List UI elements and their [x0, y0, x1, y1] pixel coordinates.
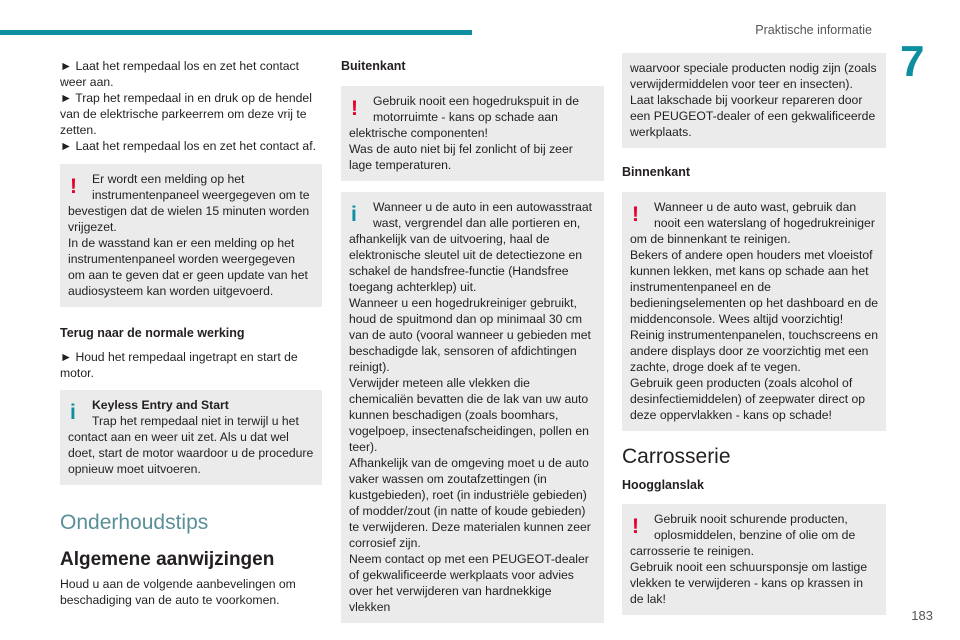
column-1 [60, 58, 322, 608]
warning-text: Was de auto niet bij fel zonlicht of bij zeer lage temperaturen. [349, 142, 573, 172]
info-box [60, 390, 322, 485]
continued-box [622, 53, 886, 148]
info-text: Verwijder meteen alle vlekken die chemicaliën bevatten die de lak van uw auto kunnen beschadigen (zoals boomhars, vogelpoep, insectenafscheidingen, pollen en teer). [349, 376, 589, 454]
warning-box [622, 504, 886, 615]
warning-text: Gebruik nooit een schuursponsje om lastige vlekken te verwijderen - kans op krassen in de lak! [630, 560, 868, 606]
subheading: Binnenkant [622, 165, 691, 179]
warning-text: Wanneer u de auto wast, gebruik dan nooit een waterslang of hogedrukreiniger [654, 200, 875, 230]
warning-box [341, 86, 604, 181]
chapter-number: 7 [900, 37, 925, 86]
warning-box [622, 192, 886, 431]
step: ► Houd het rempedaal ingetrapt en start de motor. [60, 350, 298, 380]
info-text: afhankelijk van de uitvoering, haal de elektronische sleutel uit de detectiezone en schakel de handsfree-functie (Handsfree toegang achterklep) uit. [349, 232, 583, 294]
page-number: 183 [911, 608, 933, 623]
info-text: Wanneer u de auto in een autowasstraat wast, vergrendel dan alle portieren en, [373, 200, 593, 230]
warning-text: elektrische componenten! [349, 126, 488, 140]
section-title: Praktische informatie [755, 23, 872, 37]
box-text: Laat lakschade bij voorkeur repareren door een PEUGEOT-dealer of een gekwalificeerde werkplaats. [630, 93, 876, 139]
warning-text: bevestigen dat de wielen 15 minuten worden vrijgezet. [68, 204, 310, 234]
info-icon: i [351, 203, 357, 226]
warning-icon: ! [351, 97, 358, 120]
step: ► Laat het rempedaal los en zet het contact weer aan. [60, 59, 300, 89]
warning-text: Gebruik nooit een hogedrukspuit in de motorruimte - kans op schade aan [373, 94, 579, 124]
warning-icon: ! [70, 175, 77, 198]
warning-text: Reinig instrumentenpanelen, touchscreens en andere displays door ze voorzichtig met een zachte, droge doek af te vegen. [630, 328, 878, 374]
warning-icon: ! [632, 203, 639, 226]
warning-text: Bekers of andere open houders met vloeistof kunnen lekken, met kans op schade aan het instrumentenpaneel en de bedieningselementen op het dashboard en de middenconsole. Wees altijd voorzichtig! [630, 248, 879, 326]
warning-text: Gebruik nooit schurende producten, oplosmiddelen, benzine of olie om de [654, 512, 856, 542]
info-text: Neem contact op met een PEUGEOT-dealer of gekwalificeerde werkplaats voor advies over het verwijderen van hardnekkige vlekken [349, 552, 589, 614]
step: ► Laat het rempedaal los en zet het contact af. [60, 139, 316, 153]
subheading: Buitenkant [341, 59, 406, 73]
box-text: waarvoor speciale producten nodig zijn (zoals verwijdermiddelen voor teer en insecten). [630, 61, 877, 91]
info-box [341, 192, 604, 623]
heading: Algemene aanwijzingen [60, 549, 275, 570]
warning-text: carrosserie te reinigen. [630, 544, 754, 558]
info-icon: i [70, 401, 76, 424]
info-title: Keyless Entry and Start [92, 398, 229, 412]
section-heading: Carrosserie [622, 445, 731, 468]
info-text: Afhankelijk van de omgeving moet u de auto vaker wassen om zoutafzettingen (in kustgebieden), roet (in industriële gebieden) of modder/zout (in natte of koude gebieden) te verwijderen. Deze materialen kunnen zeer corrosief zijn. [349, 456, 591, 550]
column-3 [622, 53, 886, 615]
warning-text: In de wasstand kan er een melding op het instrumentenpaneel worden weergegeven om aan te geven dat er geen update van het audiosysteem kan worden uitgevoerd. [68, 236, 308, 298]
warning-box [60, 164, 322, 307]
paragraph: Houd u aan de volgende aanbevelingen om beschadiging van de auto te voorkomen. [60, 577, 296, 607]
header-accent-bar [0, 30, 472, 35]
column-2 [341, 58, 604, 623]
info-text: contact aan en weer uit zet. Als u dat wel doet, start de motor waardoor u de procedure opnieuw moet uitvoeren. [68, 430, 314, 476]
warning-icon: ! [632, 515, 639, 538]
step: ► Trap het rempedaal in en druk op de hendel van de elektrische parkeerrem om deze vrij te zetten. [60, 91, 312, 137]
warning-text: Er wordt een melding op het instrumentenpaneel weergegeven om te [92, 172, 310, 202]
subheading: Terug naar de normale werking [60, 326, 245, 340]
subheading: Hoogglanslak [622, 478, 704, 492]
info-text: Wanneer u een hogedrukreiniger gebruikt, houd de spuitmond dan op minimaal 30 cm van de auto (vooral wanneer u gebieden met beschadigde lak, sensoren of afdichtingen reinigt). [349, 296, 591, 374]
warning-text: om de binnenkant te reinigen. [630, 232, 791, 246]
info-text: Trap het rempedaal niet in terwijl u het [92, 414, 299, 428]
section-heading: Onderhoudstips [60, 511, 209, 534]
warning-text: Gebruik geen producten (zoals alcohol of desinfectiemiddelen) of zeepwater direct op deze oppervlakken - kans op schade! [630, 376, 866, 422]
